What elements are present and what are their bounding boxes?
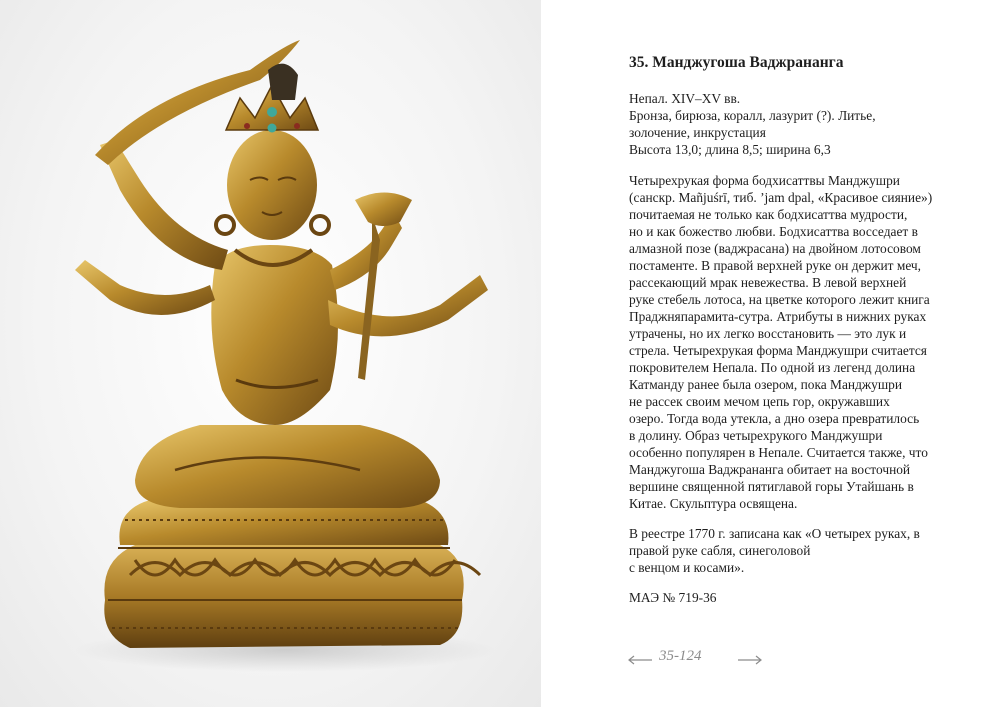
arrow-left-icon[interactable] xyxy=(627,653,653,670)
registry-line: с венцом и косами». xyxy=(629,560,745,575)
meta-dimensions: Высота 13,0; длина 8,5; ширина 6,3 xyxy=(629,142,831,157)
entry-description xyxy=(629,172,974,512)
page-navigation xyxy=(627,646,827,672)
description-line: утрачены, но их легко восстановить — это лук и xyxy=(629,326,907,341)
description-line: озеро. Тогда вода утекла, а дно озера превратилось xyxy=(629,411,920,426)
inventory-number: МАЭ № 719-36 xyxy=(629,590,717,605)
description-line: Праджняпарамита-сутра. Атрибуты в нижних руках xyxy=(629,309,927,324)
entry-title: 35. Манджугоша Ваджрананга xyxy=(629,54,844,71)
catalog-entry xyxy=(629,52,974,606)
description-line: но и как божество любви. Бодхисаттва восседает в xyxy=(629,224,918,239)
registry-line: В реестре 1770 г. записана как «О четырех руках, в xyxy=(629,526,920,541)
description-line: (санскр. Mañjuśrī, тиб. ’jam dpal, «Красивое сияние») xyxy=(629,190,933,205)
description-line: руке стебель лотоса, на цветке которого лежит книга xyxy=(629,292,930,307)
description-line: Четырехрукая форма бодхисаттвы Манджушри xyxy=(629,173,900,188)
description-line: в долину. Образ четырехрукого Манджушри xyxy=(629,428,883,443)
text-page xyxy=(541,0,1000,707)
description-line: особенно популярен в Непале. Считается также, что xyxy=(629,445,928,460)
description-line: почитаемая не только как бодхисаттва мудрости, xyxy=(629,207,908,222)
description-line: покровителем Непала. По одной из легенд долина xyxy=(629,360,916,375)
meta-technique: золочение, инкрустация xyxy=(629,125,766,140)
page-number: 35-124 xyxy=(659,648,702,664)
meta-materials: Бронза, бирюза, коралл, лазурит (?). Литье, xyxy=(629,108,876,123)
registry-line: правой руке сабля, синеголовой xyxy=(629,543,811,558)
description-line: стрела. Четырехрукая форма Манджушри считается xyxy=(629,343,927,358)
description-line: постаменте. В правой верхней руке он держит меч, xyxy=(629,258,922,273)
meta-origin: Непал. XIV–XV вв. xyxy=(629,91,741,106)
description-line: Катманду ранее была озером, пока Манджушри xyxy=(629,377,903,392)
description-line: не рассек своим мечом цепь гор, окружавших xyxy=(629,394,890,409)
entry-registry-note xyxy=(629,525,974,576)
description-line: вершине священной пятиглавой горы Утайшань в xyxy=(629,479,914,494)
arrow-right-icon[interactable] xyxy=(737,653,763,670)
description-line: Манджугоша Ваджрананга обитает на восточной xyxy=(629,462,911,477)
description-line: Китае. Скульптура освящена. xyxy=(629,496,798,511)
description-line: рассекающий мрак невежества. В левой верхней xyxy=(629,275,907,290)
description-line: алмазной позе (ваджрасана) на двойном лотосовом xyxy=(629,241,921,256)
entry-meta xyxy=(629,90,974,158)
